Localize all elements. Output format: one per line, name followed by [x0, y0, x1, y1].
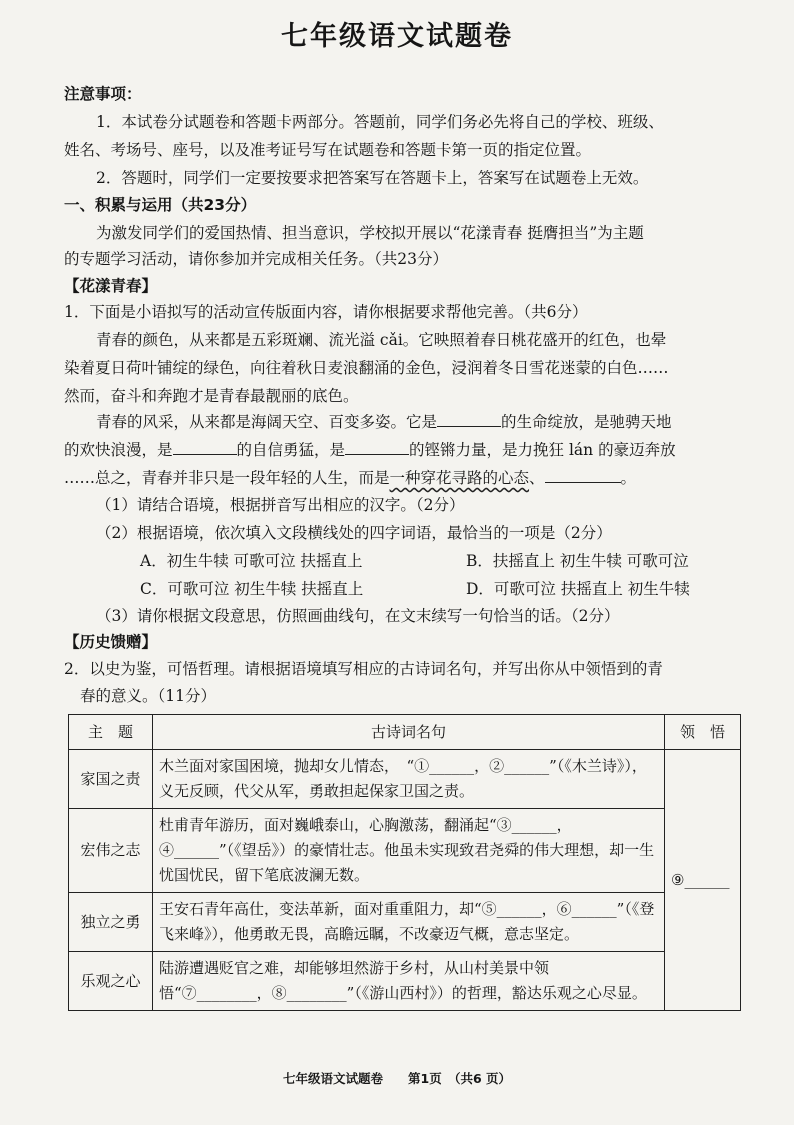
- answer-blank: [173, 440, 237, 455]
- section1-intro-b: 的专题学习活动，请你参加并完成相关任务。（共23分）: [64, 250, 448, 268]
- table-row: [69, 750, 741, 809]
- insight-cell: ⑨______: [665, 750, 741, 1011]
- part2-heading: 【历史馈赠】: [64, 633, 158, 651]
- subquestion-2: （2）根据语境，依次填入文段横线处的四字词语，最恰当的一项是（2分）: [96, 524, 612, 542]
- table-row: [69, 809, 741, 893]
- question-2-a: 2．以史为鉴，可悟哲理。请根据语境填写相应的古诗词名句，并写出你从中领悟到的青: [64, 660, 663, 678]
- passage2-text: 。: [620, 469, 637, 487]
- row-text: 杜甫青年游历，面对巍峨泰山，心胸激荡，翻涌起“③______，④______”（《望岳》）的豪情壮志。他虽未实现致君尧舜的伟大理想，却一生忧国忧民，留下笔底波澜无数。: [153, 809, 665, 893]
- page-title: 七年级语文试题卷: [281, 21, 513, 52]
- passage2-text: 青春的风采，从来都是海阔天空、百变多姿。它是: [96, 413, 438, 431]
- section1-heading: 一、积累与运用（共23分）: [64, 196, 257, 214]
- row-theme: 家国之责: [69, 750, 153, 809]
- table-header-row: [69, 715, 741, 750]
- answer-blank: [345, 440, 409, 455]
- row-text: 王安石青年高仕，变法革新，面对重重阻力，却“⑤______，⑥______”（《登飞来峰》），他勇敢无畏，高瞻远瞩，不改豪迈气概，意志坚定。: [153, 893, 665, 952]
- subquestion-1: （1）请结合语境，根据拼音写出相应的汉字。（2分）: [96, 496, 465, 514]
- passage2-text: 、: [529, 469, 545, 487]
- answer-blank: [545, 468, 621, 483]
- passage1-line-b: 染着夏日荷叶铺绽的绿色，向往着秋日麦浪翻涌的金色，浸润着冬日雪花迷蒙的白色……: [64, 359, 669, 377]
- table-row: [69, 952, 741, 1011]
- passage2-line-b: [64, 440, 676, 460]
- header-insight: 领 悟: [665, 715, 741, 750]
- notice-item-1b: 姓名、考场号、座号，以及准考证号写在试题卷和答题卡第一页的指定位置。: [64, 141, 592, 159]
- passage1-line-a: 青春的颜色，从来都是五彩斑斓、流光溢 cǎi。它映照着春日桃花盛开的红色，也晕: [96, 331, 667, 349]
- option-b: B．扶摇直上 初生牛犊 可歌可泣: [466, 552, 689, 570]
- part1-heading: 【花漾青春】: [64, 277, 158, 295]
- header-theme: 主 题: [69, 715, 153, 750]
- header-poem-lines: 古诗词名句: [153, 715, 665, 750]
- option-d: D．可歌可泣 扶摇直上 初生牛犊: [466, 580, 690, 598]
- row-theme: 宏伟之志: [69, 809, 153, 893]
- option-a: A．初生牛犊 可歌可泣 扶摇直上: [140, 552, 363, 570]
- question-2-b: 春的意义。（11分）: [80, 687, 216, 705]
- passage2-text: 的自信勇猛，是: [236, 441, 346, 459]
- section1-intro-a: 为激发同学们的爱国热情、担当意识，学校拟开展以“花漾青春 挺膺担当”为主题: [96, 224, 644, 242]
- subquestion-3: （3）请你根据文段意思，仿照画曲线句，在文末续写一句恰当的话。（2分）: [96, 607, 620, 625]
- row-text: 木兰面对家国困境，抛却女儿情态， “①______，②______”（《木兰诗》），义无反顾，代父从军，勇敢担起保家卫国之责。: [153, 750, 665, 809]
- table-row: [69, 893, 741, 952]
- notice-heading: 注意事项：: [64, 85, 142, 103]
- notice-item-1a: 1．本试卷分试题卷和答题卡两部分。答题前，同学们务必先将自己的学校、班级、: [96, 113, 664, 131]
- passage2-line-a: [96, 412, 672, 432]
- page-footer: 七年级语文试题卷 第1页 （共6 页）: [283, 1071, 511, 1086]
- passage2-text: 的生命绽放，是驰骋天地: [501, 413, 672, 431]
- notice-item-2: 2．答题时，同学们一定要按要求把答案写在答题卡上，答案写在试题卷上无效。: [96, 169, 649, 187]
- row-text: 陆游遭遇贬官之难，却能够坦然游于乡村，从山村美景中领悟“⑦________，⑧________”（《游山西村》）的哲理，豁达乐观之心尽显。: [153, 952, 665, 1011]
- passage1-line-c: 然而，奋斗和奔跑才是青春最靓丽的底色。: [64, 387, 359, 405]
- passage2-text: 的欢快浪漫，是: [64, 441, 173, 459]
- passage2-text: ……总之，青春并非只是一段年轻的人生，而是: [64, 469, 390, 487]
- row-theme: 独立之勇: [69, 893, 153, 952]
- wavy-underlined-sentence: 一种穿花寻路的心态: [389, 469, 530, 487]
- question-1: 1．下面是小语拟写的活动宣传版面内容，请你根据要求帮他完善。（共6分）: [64, 303, 588, 321]
- row-theme: 乐观之心: [69, 952, 153, 1011]
- poem-table: [68, 714, 741, 1011]
- passage2-text: 的铿锵力量，是力挽狂 lán 的豪迈奔放: [409, 441, 676, 459]
- passage2-line-c: [64, 468, 636, 488]
- option-c: C．可歌可泣 初生牛犊 扶摇直上: [140, 580, 364, 598]
- answer-blank: [437, 412, 501, 427]
